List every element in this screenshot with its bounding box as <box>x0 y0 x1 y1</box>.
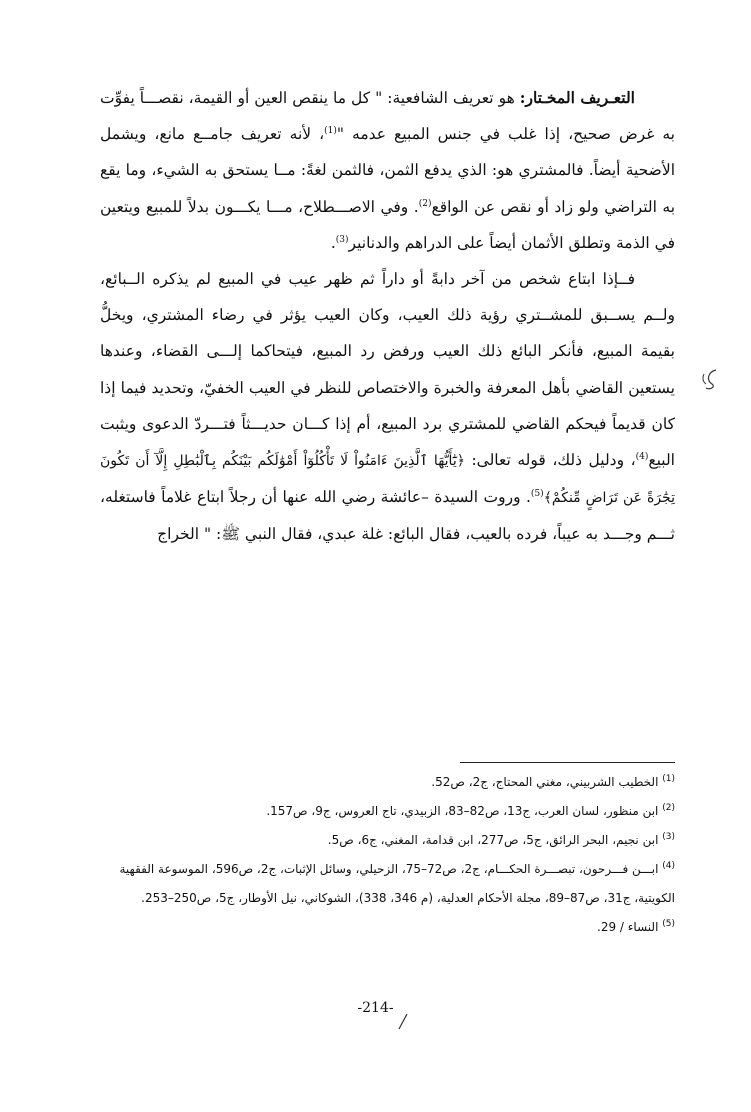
main-text <box>100 80 675 553</box>
example-text-b: ، ودليل ذلك، قوله تعالى: <box>464 451 636 470</box>
pen-stroke-mark <box>396 1012 410 1032</box>
example-text-c: . وروت السيدة –عائشة رضي الله عنها أن رجلاً ابتاع غلاماً فاستغله، ثـــم وجـــد به عيباً، فرده بالعيب، فقال البائع: غلة عبدي، فقال النبي ﷺ: " الخراج <box>100 488 675 544</box>
footnote-mark: (4) <box>662 861 675 871</box>
definition-text-b: ، لأنه تعريف جامــع مانع، ويشمل الأضحية أيضاً. فالمشتري هو: الذي يدفع الثمن، فالثمن لغةً: مــا يستحق به الشيء، وما يقع به التراضي ولو زاد أو نقص عن الواقع <box>100 125 676 216</box>
footnotes <box>100 768 675 942</box>
chosen-definition-term: التعـريف المخـتار: <box>519 88 635 107</box>
paragraph-definition <box>100 80 675 261</box>
footnote-mark: (2) <box>662 803 675 813</box>
footnote-ref-4: (4) <box>635 451 649 462</box>
footnote-text: الخطيب الشربيني، مغني المحتاج، ج2، ص52. <box>431 775 659 789</box>
quran-verse: ﴿يَٰٓأَيُّهَا ٱلَّذِينَ ءَامَنُواْ لَا تَأْكُلُوٓاْ أَمْوَٰلَكُم بَيْنَكُم بِٱلْبَٰطِلِ إِلَّآ أَن تَكُونَ تِجَٰرَةً عَن تَرَاضٍ مِّنكُمْ﴾ <box>100 453 675 507</box>
footnote-5 <box>100 913 675 942</box>
definition-text-c: . وفي الاصـــطلاح، مـــا يكـــون بدلاً للمبيع ويتعين في الذمة وتطلق الأثمان أيضاً على الدراهم والدنانير <box>100 197 675 252</box>
footnote-mark: (3) <box>662 832 675 842</box>
example-text-a: فــإذا ابتاع شخص من آخر دابةً أو داراً ثم ظهر عيب في المبيع لم يذكره الــبائع، ولــم يســبق للمشــتري رؤية ذلك العيب، وكان العيب يؤثر في رضاء المشتري، ويخلُّ بقيمة المبيع، فأنكر البائع ذلك العيب ورفض رد المبيع، فيتحاكما إلـــى القضاء، وعندها يستعين القاضي بأهل المعرفة والخبرة والاختصاص للنظر في العيب الخفيّ، وتحديد فيما إذا كان قديماً فيحكم القاضي للمشتري برد المبيع، أم إذا كـــان حديـــثاً فتـــردّ الدعوى ويثبت البيع <box>100 270 675 470</box>
paragraph-example <box>100 261 675 553</box>
footnote-1 <box>100 768 675 797</box>
handwritten-margin-mark <box>700 366 722 392</box>
footnote-ref-2: (2) <box>418 198 432 209</box>
page-number: -214- <box>357 1000 394 1016</box>
footnote-ref-1: (1) <box>324 126 337 137</box>
footnote-ref-3: (3) <box>335 234 349 245</box>
definition-text-a: هو تعريف الشافعية: " كل ما ينقص العين أو القيمة، نقصـــاً يفوِّت به غرض صحيح، إذا غلب في جنس المبيع عدمه " <box>100 89 675 144</box>
footnote-mark: (1) <box>662 774 675 784</box>
footnote-3 <box>100 826 675 855</box>
footnote-text: ابن منظور، لسان العرب، ج13، ص82–83، الزبيدي، تاج العروس، ج9، ص157. <box>266 804 659 818</box>
footnote-text: النساء / 29. <box>597 920 659 934</box>
footnote-ref-5: (5) <box>530 489 544 500</box>
definition-text-d: . <box>330 233 336 252</box>
footnote-separator <box>460 762 675 763</box>
footnote-4 <box>100 855 675 913</box>
footnote-2 <box>100 797 675 826</box>
footnote-text: ابن نجيم، البحر الرائق، ج5، ص277، ابن قدامة، المغني، ج6، ص5. <box>327 833 659 847</box>
footnote-mark: (5) <box>662 919 675 929</box>
footnote-text: ابـــن فـــرحون، تبصـــرة الحكـــام، ج2، ص72–75، الزحيلي، وسائل الإثبات، ج2، ص596، الموسوعة الفقهية الكويتية، ج31، ص87–89، مجلة الأحكام العدلية، (م 346، 338)، الشوكاني، نيل الأوطار، ج5، ص250–253. <box>119 862 675 905</box>
